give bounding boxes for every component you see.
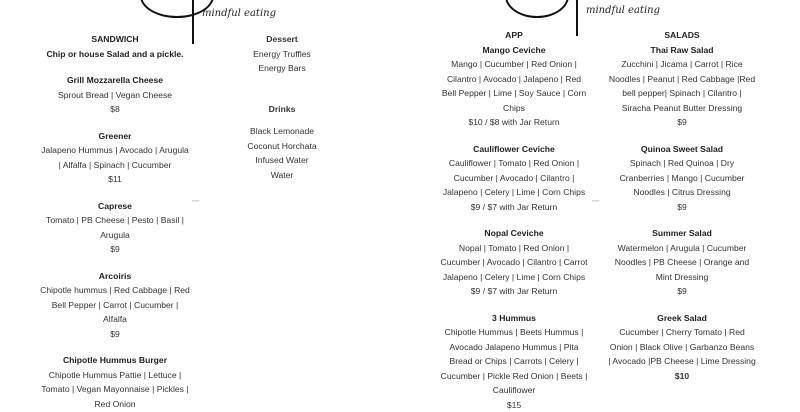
sandwich-column [40,32,190,411]
watermark-mark-1: ▪▪▪▪▪▪ [192,199,199,203]
menu-item [608,226,756,299]
menu-item-price: $11 [40,172,190,187]
sandwich-subtitle: Chip or house Salad and a pickle. [40,47,190,62]
menu-item [40,73,190,117]
menu-item [608,311,756,384]
menu-item-name: Mango Ceviche [440,43,588,58]
menu-item-description: Jalapeno Hummus | Avocado | Arugula | Alfalfa | Spinach | Cucumber [40,143,190,172]
menu-item-name: Summer Salad [608,226,756,241]
menu-item [440,43,588,130]
menu-item-price: $9 [608,115,756,130]
menu-item-description: Cauliflower | Tomato | Red Onion | Cucumber | Avocado | Cilantro | Jalapeno | Celery | Lime | Corn Chips [440,156,588,200]
menu-item [40,129,190,187]
salads-title: SALADS [608,28,756,43]
menu-item-description: Chipotle hummus | Red Cabbage | Red Bell Pepper | Carrot | Cucumber | Alfalfa [40,283,190,327]
menu-item-description: Chipotle Hummus Pattie | Lettuce | Tomato | Vegan Mayonnaise | Pickles | Red Onion [40,368,190,412]
menu-item-description: Mango | Cucumber | Red Onion | Cilantro | Avocado | Jalapeno | Red Bell Pepper | Lime | Soy Sauce | Corn Chips [440,57,588,115]
menu-item [440,226,588,299]
menu-item-description: Zucchini | Jicama | Carrot | Rice Noodles | Peanut | Red Cabbage |Red bell pepper| Spinach | Cilantro | Siracha Peanut Butter Dressing [608,57,756,115]
menu-item-price: $9 [40,327,190,342]
menu-item-description: Spinach | Red Quinoa | Dry Cranberries | Mango | Cucumber Noodles | Citrus Dressing [608,156,756,200]
menu-item-description: Tomato | PB Cheese | Pesto | Basil | Arugula [40,213,190,242]
watermark-mark-2: ▪▪▪▪▪▪ [592,199,599,203]
app-title: APP [440,28,588,43]
menu-item-price: $9 / $7 with Jar Return [440,200,588,215]
app-column [440,28,588,412]
dessert-item: Energy Truffles [222,47,342,62]
menu-item [40,269,190,342]
menu-item-name: Greek Salad [608,311,756,326]
menu-item [440,311,588,412]
menu-item-price: $9 / $7 with Jar Return [440,284,588,299]
menu-item [608,43,756,130]
drink-item: Water [222,168,342,183]
menu-item-name: Nopal Ceviche [440,226,588,241]
dessert-title: Dessert [222,32,342,47]
salads-column [608,28,756,383]
dessert-item: Energy Bars [222,61,342,76]
menu-item-name: 3 Hummus [440,311,588,326]
menu-item-name: Grill Mozzarella Cheese [40,73,190,88]
menu-item-name: Cauliflower Ceviche [440,142,588,157]
menu-item-price: $9 [40,242,190,257]
menu-item-name: Thai Raw Salad [608,43,756,58]
menu-item [40,353,190,411]
menu-item-price: $10 [608,369,756,384]
menu-item-name: Caprese [40,199,190,214]
sandwich-title: SANDWICH [40,32,190,47]
menu-item-price: $9 [608,284,756,299]
menu-item-price: $10 / $8 with Jar Return [440,115,588,130]
tagline-right: mindful eating [586,5,660,16]
menu-item-description: Cucumber | Cherry Tomato | Red Onion | Black Olive | Garbanzo Beans | Avocado |PB Cheese | Lime Dressing [608,325,756,369]
menu-item-description: Chipotle Hummus | Beets Hummus | Avocado Jalapeno Hummus | Pita Bread or Chips | Carrots | Celery | Cucumber | Pickle Red Onion | Beets | Cauliflower [440,325,588,398]
menu-item [608,142,756,215]
logo-right [505,0,569,18]
menu-item-name: Chipotle Hummus Burger [40,353,190,368]
menu-item-description: Nopal | Tomato | Red Onion | Cucumber | Avocado | Cilantro | Carrot Jalapeno | Celery | Lime | Corn Chips [440,241,588,285]
menu-item-description: Watermelon | Arugula | Cucumber Noodles | PB Cheese | Orange and Mint Dressing [608,241,756,285]
menu-item-price: $8 [40,102,190,117]
tagline-left: mindful eating [202,8,276,19]
drink-item: Infused Water [222,153,342,168]
logo-left-divider [192,0,194,44]
dessert-drinks-column [222,32,342,182]
menu-item-description: Sprout Bread | Vegan Cheese [40,88,190,103]
menu-item-name: Arcoiris [40,269,190,284]
drink-item: Black Lemonade [222,124,342,139]
menu-item [40,199,190,257]
menu-item-name: Quinoa Sweet Salad [608,142,756,157]
menu-item-price: $9 [608,200,756,215]
drink-item: Coconut Horchata [222,139,342,154]
menu-item-price: $15 [440,398,588,412]
menu-item-name: Greener [40,129,190,144]
drinks-title: Drinks [222,102,342,117]
menu-item [440,142,588,215]
